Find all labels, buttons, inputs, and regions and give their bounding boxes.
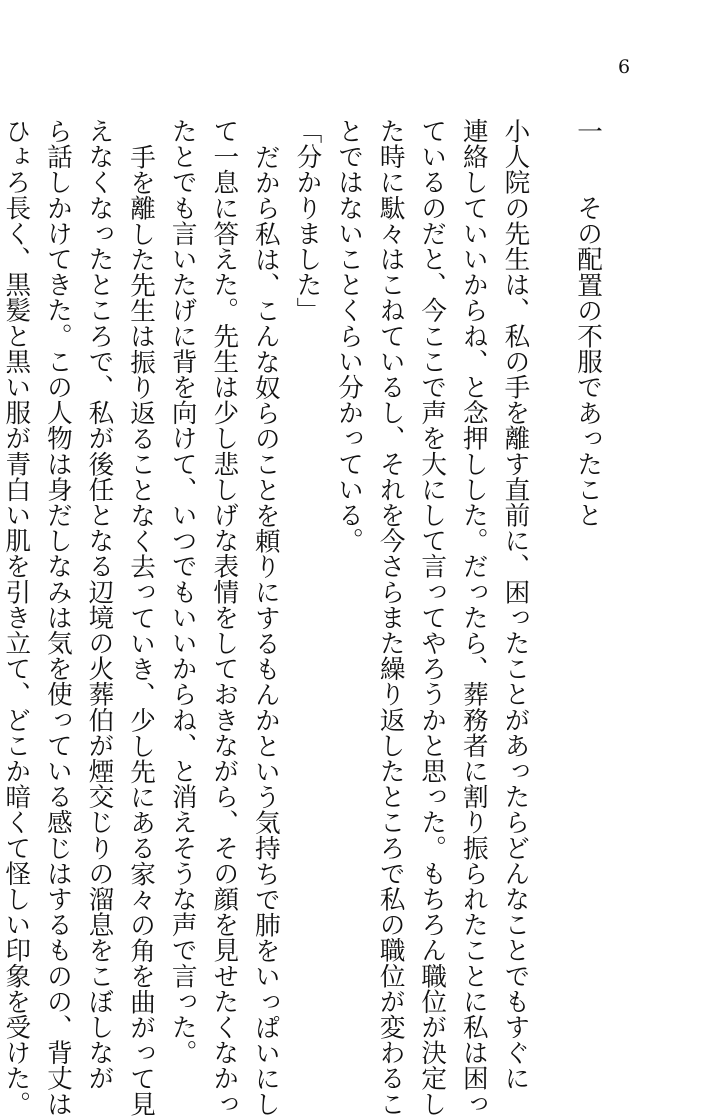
text-line: て一息に答えた。先生は少し悲しげな表情をしておきながら、その顔を見せたくなかっ (209, 118, 240, 1116)
text-line: たとでも言いたげに背を向けて、いつでもいいからね、と消えそうな声で言った。 (167, 118, 198, 1066)
text-line: えなくなったところで、私が後任となる辺境の火葬伯が煙交じりの溜息をこぼしなが (84, 118, 115, 1091)
text-line: た時に駄々はこねているし、それを今さらまた繰り返したところで私の職位が変わるこ (375, 118, 406, 1116)
text-line: ているのだと、今ここで声を大にして言ってやろうかと思った。もちろん職位が決定し (417, 118, 448, 1116)
text-line: 手を離した先生は振り返ることなく去っていき、少し先にある家々の角を曲がって見 (126, 143, 157, 1116)
dialogue-line: 「分かりました」 (292, 118, 323, 323)
chapter-heading (566, 118, 608, 908)
text-line: ら話しかけてきた。この人物は身だしなみは気を使っている感じはするものの、背丈は (42, 118, 73, 1116)
text-line: 小人院の先生は、私の手を離す直前に、困ったことがあったらどんなことでもすぐに (500, 118, 531, 1091)
body-text (0, 118, 608, 1116)
chapter-title: その配置の不服であったこと (573, 194, 603, 528)
text-line: 連絡していいからね、と念押しした。だったら、葬務者に割り振られたことに私は困っ (458, 118, 489, 1116)
text-line: ひょろ長く、黒髪と黒い服が青白い肌を引き立て、どこか暗くて怪しい印象を受けた。 (1, 118, 32, 1116)
text-line: だから私は、こんな奴らのことを頼りにするもんかという気持ちで肺をいっぱいにし (250, 143, 281, 1116)
page-number: 6 (618, 56, 631, 78)
chapter-number: 一 (573, 118, 603, 144)
text-line: とではないことくらい分かっている。 (334, 118, 365, 554)
